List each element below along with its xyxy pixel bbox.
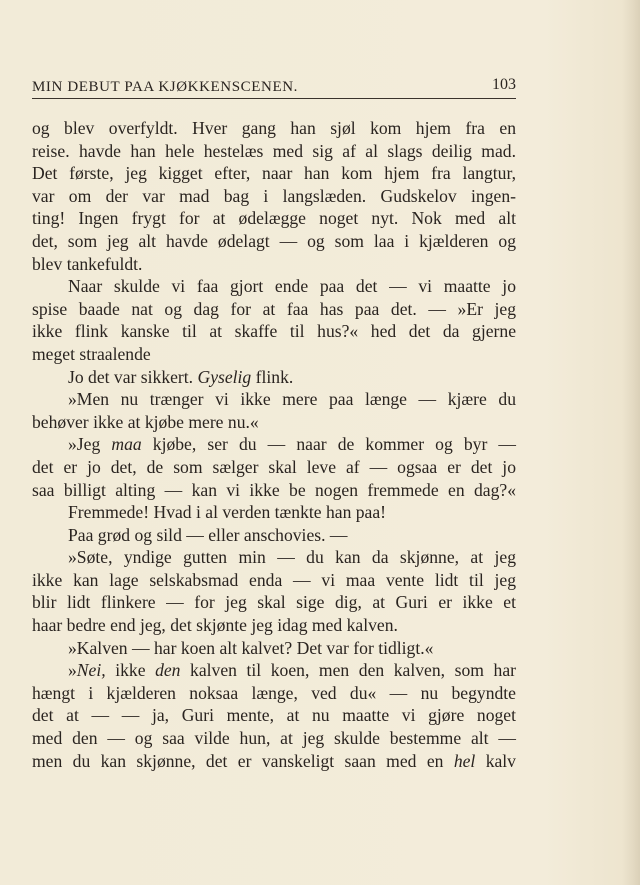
text-line	[32, 750, 516, 773]
text-span: kjøbe, ser du — naar de kommer og byr —	[141, 434, 516, 455]
running-title: MIN DEBUT PAA KJØKKENSCENEN.	[32, 79, 298, 95]
text-span: ting! Ingen frygt for at ødelægge noget nyt. Nok med alt	[32, 208, 516, 229]
text-line	[32, 524, 516, 547]
page-number: 103	[492, 76, 516, 93]
text-span: reise. havde han hele hestelæs med sig af al slags deilig mad.	[32, 140, 516, 161]
text-line	[32, 253, 516, 276]
text-span: meget straalende	[32, 343, 151, 364]
text-span: »Jeg	[68, 434, 112, 455]
text-span: »Kalven — har koen alt kalvet? Det var for tidligt.«	[68, 637, 434, 658]
text-span: men du kan skjønne, det er vanskeligt saan med en	[32, 750, 454, 771]
text-line	[32, 343, 516, 366]
text-line	[32, 162, 516, 185]
text-span: »	[68, 660, 77, 681]
text-line	[32, 230, 516, 253]
text-span: »Søte, yndige gutten min — du kan da skjønne, at jeg	[68, 547, 516, 568]
text-span: saa billigt alting — kan vi ikke be nogen fremmede en dag?«	[32, 479, 516, 500]
text-span: med den — og saa vilde hun, at jeg skulde bestemme alt —	[32, 728, 516, 749]
text-line	[32, 207, 516, 230]
text-line	[32, 501, 516, 524]
italic-word: Nei,	[76, 660, 106, 681]
text-line	[32, 140, 516, 163]
text-span: hængt i kjælderen noksaa længe, ved du« — nu begyndte	[32, 682, 516, 703]
text-span: det at — — ja, Guri mente, at nu maatte vi gjøre noget	[32, 705, 516, 726]
text-line	[32, 659, 516, 682]
text-line	[32, 433, 516, 456]
text-span: Fremmede! Hvad i al verden tænkte han paa!	[68, 502, 387, 523]
italic-word: maa	[111, 434, 142, 455]
text-line	[32, 614, 516, 637]
text-line	[32, 388, 516, 411]
text-line	[32, 117, 516, 140]
text-span: Paa grød og sild — eller anschovies. —	[68, 524, 348, 545]
text-span: blir lidt flinkere — for jeg skal sige dig, at Guri er ikke et	[32, 592, 516, 613]
text-span: og blev overfyldt. Hver gang han sjøl kom hjem fra en	[32, 118, 516, 138]
italic-word: Gyselig	[197, 366, 252, 387]
text-line	[32, 727, 516, 750]
text-line	[32, 411, 516, 434]
text-line	[32, 479, 516, 502]
running-head	[32, 74, 516, 99]
text-line	[32, 275, 516, 298]
italic-word: hel	[453, 750, 476, 771]
text-line	[32, 298, 516, 321]
text-span: det, som jeg alt havde ødelagt — og som laa i kjælderen og	[32, 230, 516, 251]
text-line	[32, 569, 516, 592]
body-text	[32, 117, 516, 772]
text-span: ikke kan lage selskabsmad enda — vi maa vente lidt til jeg	[32, 569, 516, 590]
text-span: haar bedre end jeg, det skjønte jeg idag med kalven.	[32, 615, 398, 636]
text-line	[32, 366, 516, 389]
text-span: Det første, jeg kigget efter, naar han kom hjem fra langtur,	[32, 163, 516, 184]
text-span: blev tankefuldt.	[32, 253, 143, 274]
text-span: »Men nu trænger vi ikke mere paa længe — kjære du	[68, 389, 516, 410]
text-span: behøver ikke at kjøbe mere nu.«	[32, 411, 259, 432]
text-line	[32, 456, 516, 479]
text-line	[32, 591, 516, 614]
text-span: flink.	[251, 366, 294, 387]
italic-word: den	[155, 660, 181, 681]
text-line	[32, 185, 516, 208]
text-span: ikke flink kanske til at skaffe til hus?« hed det da gjerne	[32, 321, 516, 342]
text-span: kalven til koen, men den kalven, som har	[180, 660, 516, 681]
text-span: Jo det var sikkert.	[68, 366, 198, 387]
text-line	[32, 320, 516, 343]
text-span: ikke	[105, 660, 156, 681]
text-line	[32, 704, 516, 727]
text-span: kalv	[475, 750, 516, 771]
text-span: det er jo det, de som sælger skal leve af — ogsaa er det jo	[32, 456, 516, 477]
text-line	[32, 637, 516, 660]
text-line	[32, 682, 516, 705]
text-span: spise baade nat og dag for at faa has paa det. — »Er jeg	[32, 298, 516, 319]
page-edge-shadow	[622, 0, 640, 885]
text-span: var om der var mad bag i langslæden. Gudskelov ingen-	[32, 185, 516, 206]
text-span: Naar skulde vi faa gjort ende paa det — vi maatte jo	[68, 276, 516, 297]
text-line	[32, 546, 516, 569]
